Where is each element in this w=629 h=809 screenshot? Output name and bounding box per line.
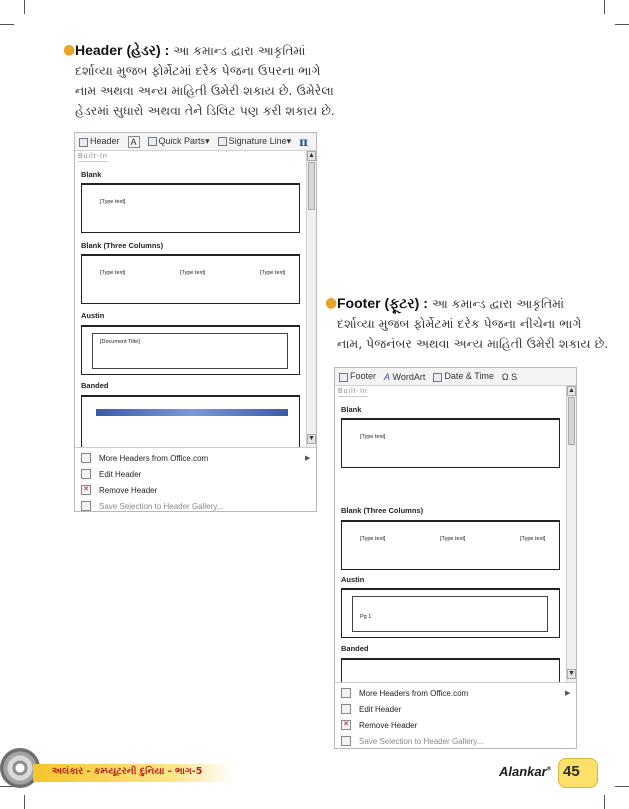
gallery-section-banded: Banded	[81, 381, 109, 390]
equation-button[interactable]: π	[299, 134, 308, 149]
menu-remove-header[interactable]: ✕ Remove Header	[81, 482, 157, 498]
menu-more-headers[interactable]: More Headers from Office.com ▶	[341, 685, 571, 701]
gallery-section-banded: Banded	[341, 644, 369, 653]
footer-gallery-panel	[334, 367, 577, 749]
gallery-item-banded[interactable]	[341, 658, 560, 682]
crop-mark	[24, 0, 25, 14]
header-ribbon-button[interactable]: Header	[79, 136, 120, 146]
bullet-icon: ●	[63, 42, 76, 58]
gallery-section-blank: Blank	[341, 405, 362, 414]
builtin-label: Built-In	[78, 153, 108, 160]
quick-parts-button[interactable]: Quick Parts▾	[148, 136, 210, 147]
header-icon	[79, 138, 88, 147]
gallery-item-blank[interactable]: [Type text]	[341, 418, 560, 468]
page-number: 45	[563, 763, 580, 780]
footer-description: ● Footer (ફૂટર) : આ કમાન્ડ દ્વારા આકૃતિમાં દર્શાવ્યા મુજબ ફોર્મેટમાં દરેક પેજના નીચેના ભાગે નામ, પેજનંબર અથવા અન્ય માહિતી ઉમેરી શકાય છે.	[325, 295, 609, 351]
office-icon	[341, 688, 351, 698]
gallery-scrollbar[interactable]	[306, 151, 316, 447]
crop-mark	[604, 795, 605, 809]
scroll-down-icon[interactable]: ▼	[568, 670, 575, 677]
footer-menu	[335, 682, 576, 748]
wordart-button[interactable]: A WordArt	[384, 371, 426, 382]
menu-save-selection: Save Selection to Header Gallery...	[81, 498, 223, 514]
footer-icon	[339, 373, 348, 382]
builtin-label: Built-In	[338, 388, 368, 395]
save-gallery-icon	[81, 501, 91, 511]
menu-more-headers[interactable]: More Headers from Office.com ▶	[81, 450, 311, 466]
edit-icon	[81, 469, 91, 479]
chevron-right-icon: ▶	[305, 455, 311, 462]
calendar-icon	[433, 373, 442, 382]
crop-mark	[0, 24, 14, 25]
gallery-section-blank: Blank	[81, 170, 102, 179]
date-time-button[interactable]: Date & Time	[433, 371, 494, 381]
header-menu	[75, 447, 316, 511]
header-gallery	[75, 163, 305, 447]
gallery-item-three-columns[interactable]: [Type text] [Type text] [Type text]	[341, 520, 560, 570]
remove-icon: ✕	[341, 720, 351, 730]
ribbon-toolbar	[75, 133, 316, 151]
gallery-item-austin[interactable]: [Document Title]	[81, 325, 300, 375]
gallery-section-austin: Austin	[81, 311, 105, 320]
footer-line-1: Footer (ફૂટર) : આ કમાન્ડ દ્વારા આકૃતિમાં	[337, 295, 565, 311]
remove-icon: ✕	[81, 485, 91, 495]
gallery-section-three-columns: Blank (Three Columns)	[341, 506, 424, 515]
header-description: ● Header (હેડર) : આ કમાન્ડ દ્વારા આકૃતિમાં દર્શાવ્યા મુજબ ફોર્મેટમાં દરેક પેજના ઉપરના ભાગે નામ અથવા અન્ય માહિતી ઉમેરી શકાય છે. ઉમેરેલા હેડરમાં સુધારો અથવા તેને ડિલિટ પણ કરી શકાય છે.	[63, 42, 335, 118]
crop-mark	[615, 24, 629, 25]
footer-term: Footer	[337, 295, 381, 311]
save-gallery-icon	[341, 736, 351, 746]
crop-mark	[604, 0, 605, 14]
menu-edit-header[interactable]: Edit Header	[341, 701, 401, 717]
gallery-scrollbar[interactable]	[566, 386, 576, 682]
signature-line-button[interactable]: Signature Line▾	[218, 136, 292, 147]
textbox-button[interactable]: A	[128, 136, 140, 148]
crop-mark	[615, 786, 629, 787]
footer-term-gu: (ફૂટર)	[384, 295, 420, 311]
quick-parts-icon	[148, 137, 157, 146]
gallery-item-banded[interactable]	[81, 395, 300, 447]
menu-edit-header[interactable]: Edit Header	[81, 466, 141, 482]
scroll-down-icon[interactable]: ▼	[308, 435, 315, 442]
footer-gallery	[335, 398, 565, 682]
gallery-item-three-columns[interactable]: [Type text] [Type text] [Type text]	[81, 254, 300, 304]
edit-icon	[341, 704, 351, 714]
gallery-section-three-columns: Blank (Three Columns)	[81, 241, 164, 250]
signature-icon	[218, 137, 227, 146]
symbol-button[interactable]: Ω S	[501, 371, 518, 382]
header-line-1: Header (હેડર) : આ કમાન્ડ દ્વારા આકૃતિમાં	[75, 42, 306, 58]
ribbon-toolbar	[335, 368, 576, 386]
wordart-icon: A	[384, 371, 391, 382]
book-title: અલંકાર - કમ્પ્યૂટરની દુનિયા - ભાગ-5	[52, 766, 203, 777]
gallery-item-austin[interactable]: Pg 1	[341, 588, 560, 638]
banded-bar	[96, 409, 288, 416]
scroll-thumb[interactable]	[568, 397, 575, 445]
menu-save-selection: Save Selection to Header Gallery...	[341, 733, 483, 749]
gallery-item-blank[interactable]: [Type text]	[81, 183, 300, 233]
header-gallery-panel	[74, 132, 317, 512]
gallery-section-austin: Austin	[341, 575, 365, 584]
scroll-thumb[interactable]	[308, 162, 315, 210]
office-icon	[81, 453, 91, 463]
chevron-right-icon: ▶	[565, 690, 571, 697]
scroll-up-icon[interactable]: ▲	[568, 387, 575, 394]
brand-logo: Alankar®	[499, 764, 552, 779]
crop-mark	[24, 795, 25, 809]
header-term: Header	[75, 42, 123, 58]
bullet-icon: ●	[325, 295, 338, 311]
footer-ribbon-button[interactable]: Footer	[339, 371, 376, 381]
menu-remove-header[interactable]: ✕ Remove Header	[341, 717, 417, 733]
scroll-up-icon[interactable]: ▲	[308, 152, 315, 159]
header-term-gu: (હેડર)	[126, 42, 161, 58]
